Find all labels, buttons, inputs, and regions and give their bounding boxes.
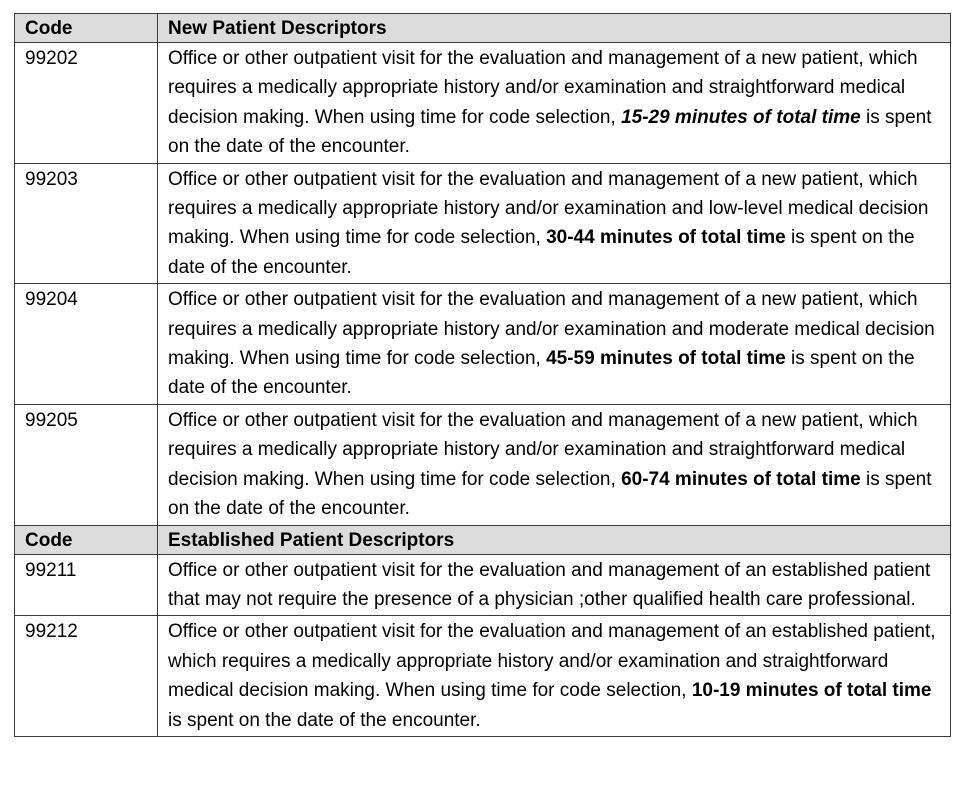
- code-cell: 99204: [15, 284, 158, 405]
- descriptor-cell: Office or other outpatient visit for the evaluation and management of an established patient that may not require the presence of a physician ;other qualified health care professional.: [158, 554, 951, 616]
- table-row: [15, 404, 951, 525]
- descriptor-cell: [158, 163, 951, 284]
- descriptor-text: Office or other outpatient visit for the evaluation and management of a new patient, which requires a medically appropriate history and/or examination and moderate medical decision making. When using time for code selection,: [168, 289, 935, 370]
- descriptor-suffix: is spent on the date of the encounter.: [168, 468, 932, 520]
- descriptor-text: Office or other outpatient visit for the evaluation and management of a new patient, which requires a medically appropriate history and/or examination and straightforward medical decision making. When using time for code selection,: [168, 409, 918, 490]
- descriptor-cell: [158, 284, 951, 405]
- total-time-range: 10-19 minutes of total time: [691, 680, 932, 702]
- descriptor-text: Office or other outpatient visit for the evaluation and management of a new patient, which requires a medically appropriate history and/or examination and straightforward medical decision making. When using time for code selection,: [168, 48, 918, 128]
- total-time-range: 30-44 minutes of total time: [546, 227, 786, 249]
- established-patient-descriptors-header: Established Patient Descriptors: [158, 525, 951, 554]
- table-row: [15, 163, 951, 284]
- new-patient-header-row: [15, 14, 951, 43]
- table-row: [15, 284, 951, 405]
- total-time-range: 15-29 minutes of total time: [621, 106, 861, 128]
- established-patient-header-row: [15, 525, 951, 554]
- descriptor-text: Office or other outpatient visit for the evaluation and management of a new patient, which requires a medically appropriate history and/or examination and low-level medical decision making. When using time for code selection,: [168, 168, 929, 249]
- new-patient-descriptors-header: New Patient Descriptors: [158, 14, 951, 43]
- code-cell: 99211: [15, 554, 158, 616]
- descriptor-cell: [158, 404, 951, 525]
- total-time-range: 45-59 minutes of total time: [546, 348, 786, 370]
- code-cell: 99205: [15, 404, 158, 525]
- code-cell: 99212: [15, 616, 158, 737]
- code-cell: 99203: [15, 163, 158, 284]
- code-cell: 99202: [15, 43, 158, 164]
- descriptor-cell: [158, 43, 951, 164]
- descriptor-suffix: is spent on the date of the encounter.: [168, 709, 481, 731]
- code-column-header: Code: [15, 525, 158, 554]
- descriptor-suffix: is spent on the date of the encounter.: [168, 348, 915, 399]
- code-column-header: Code: [15, 14, 158, 43]
- table-row: [15, 554, 951, 616]
- total-time-range: 60-74 minutes of total time: [621, 468, 861, 490]
- descriptor-suffix: is spent on the date of the encounter.: [168, 106, 932, 158]
- descriptor-text: Office or other outpatient visit for the evaluation and management of an established patient, which requires a medically appropriate history and/or examination and straightforward medical decision making. When using time for code selection,: [168, 621, 936, 702]
- descriptor-cell: [158, 616, 951, 737]
- descriptor-suffix: is spent on the date of the encounter.: [168, 227, 915, 278]
- table-row: [15, 43, 951, 164]
- table-row: [15, 616, 951, 737]
- cpt-code-table: [14, 13, 951, 737]
